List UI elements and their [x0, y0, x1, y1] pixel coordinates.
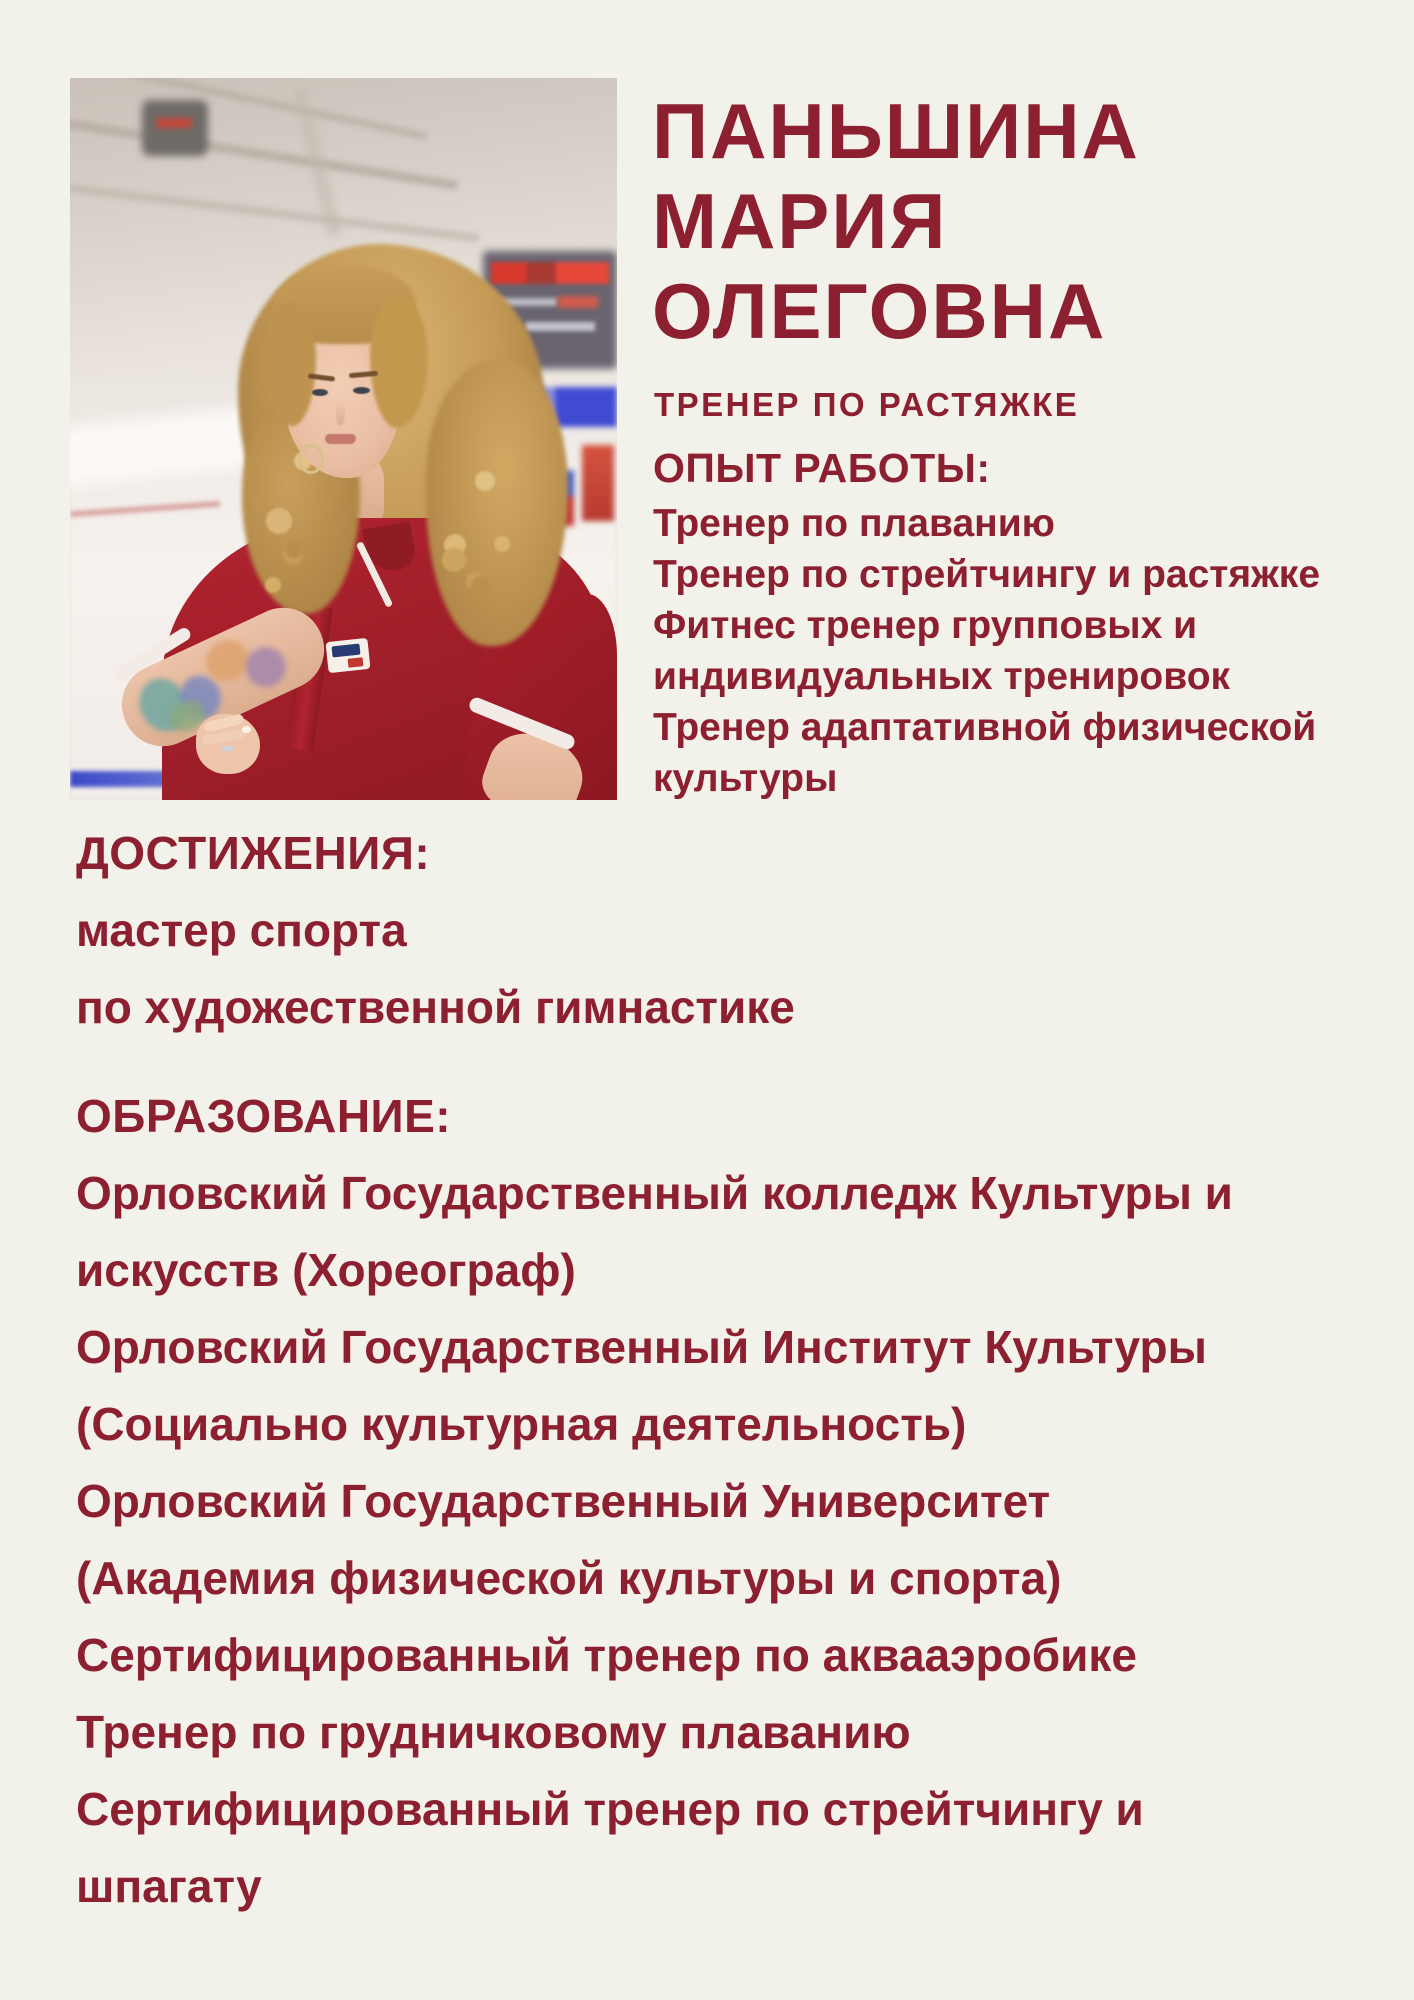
education-line: Сертифицированный тренер по аквааэробике: [76, 1629, 1138, 1681]
trainer-name-line: ПАНЬШИНА: [652, 87, 1140, 175]
education-line: Сертифицированный тренер по стрейтчингу и: [76, 1783, 1144, 1835]
experience-line: Тренер адаптативной физической: [653, 706, 1317, 749]
scoreboard-red-led: [558, 296, 598, 308]
woman-hair-side: [264, 304, 316, 426]
arena-light: [142, 100, 208, 156]
achievements-heading: ДОСТИЖЕНИЯ:: [76, 827, 431, 879]
achievements-section: [76, 815, 795, 1046]
education-line: Тренер по грудничковому плаванию: [76, 1706, 911, 1758]
education-line: (Социально культурная деятельность): [76, 1398, 967, 1450]
experience-list: [653, 498, 1320, 804]
achievement-line: мастер спорта: [76, 904, 407, 956]
education-heading: ОБРАЗОВАНИЕ:: [76, 1090, 452, 1142]
education-line: шпагату: [76, 1860, 262, 1912]
hoop-earring: [298, 444, 324, 474]
tattoo: [239, 640, 292, 693]
education-line: искусств (Хореограф): [76, 1244, 576, 1296]
education-section: [76, 1078, 1233, 1925]
education-line: Орловский Государственный колледж Культуры и: [76, 1167, 1233, 1219]
fingernail: [242, 726, 251, 733]
experience-heading: ОПЫТ РАБОТЫ:: [653, 445, 991, 491]
red-flag: [582, 445, 614, 521]
experience-line: Тренер по стрейтчингу и растяжке: [653, 553, 1321, 596]
education-line: Орловский Государственный Университет: [76, 1475, 1051, 1527]
arena-light-glow: [156, 118, 192, 128]
trainer-name-line: МАРИЯ: [652, 177, 948, 265]
lips: [325, 434, 356, 444]
eye: [312, 389, 328, 396]
experience-line: Тренер по плаванию: [653, 502, 1055, 545]
nose-shadow: [336, 401, 345, 425]
scoreboard-text-row: [525, 322, 595, 331]
education-line: (Академия физической культуры и спорта): [76, 1552, 1062, 1604]
eye: [353, 387, 370, 394]
trainer-role: ТРЕНЕР ПО РАСТЯЖКЕ: [654, 386, 1080, 423]
fila-logo-red: [348, 657, 364, 668]
education-line: Орловский Государственный Институт Культуры: [76, 1321, 1207, 1373]
experience-line: индивидуальных тренировок: [653, 655, 1231, 698]
hair-curls: [266, 508, 292, 534]
scoreboard-red-led: [491, 262, 609, 284]
trainer-name: [652, 86, 1140, 356]
trainer-photo: [70, 78, 617, 800]
hair-curls: [442, 548, 466, 572]
experience-line: культуры: [653, 757, 838, 800]
education-list: [76, 1155, 1233, 1925]
trainer-name-line: ОЛЕГОВНА: [652, 267, 1107, 355]
achievement-line: по художественной гимнастике: [76, 981, 795, 1033]
achievements-list: [76, 892, 795, 1046]
experience-line: Фитнес тренер групповых и: [653, 604, 1198, 647]
